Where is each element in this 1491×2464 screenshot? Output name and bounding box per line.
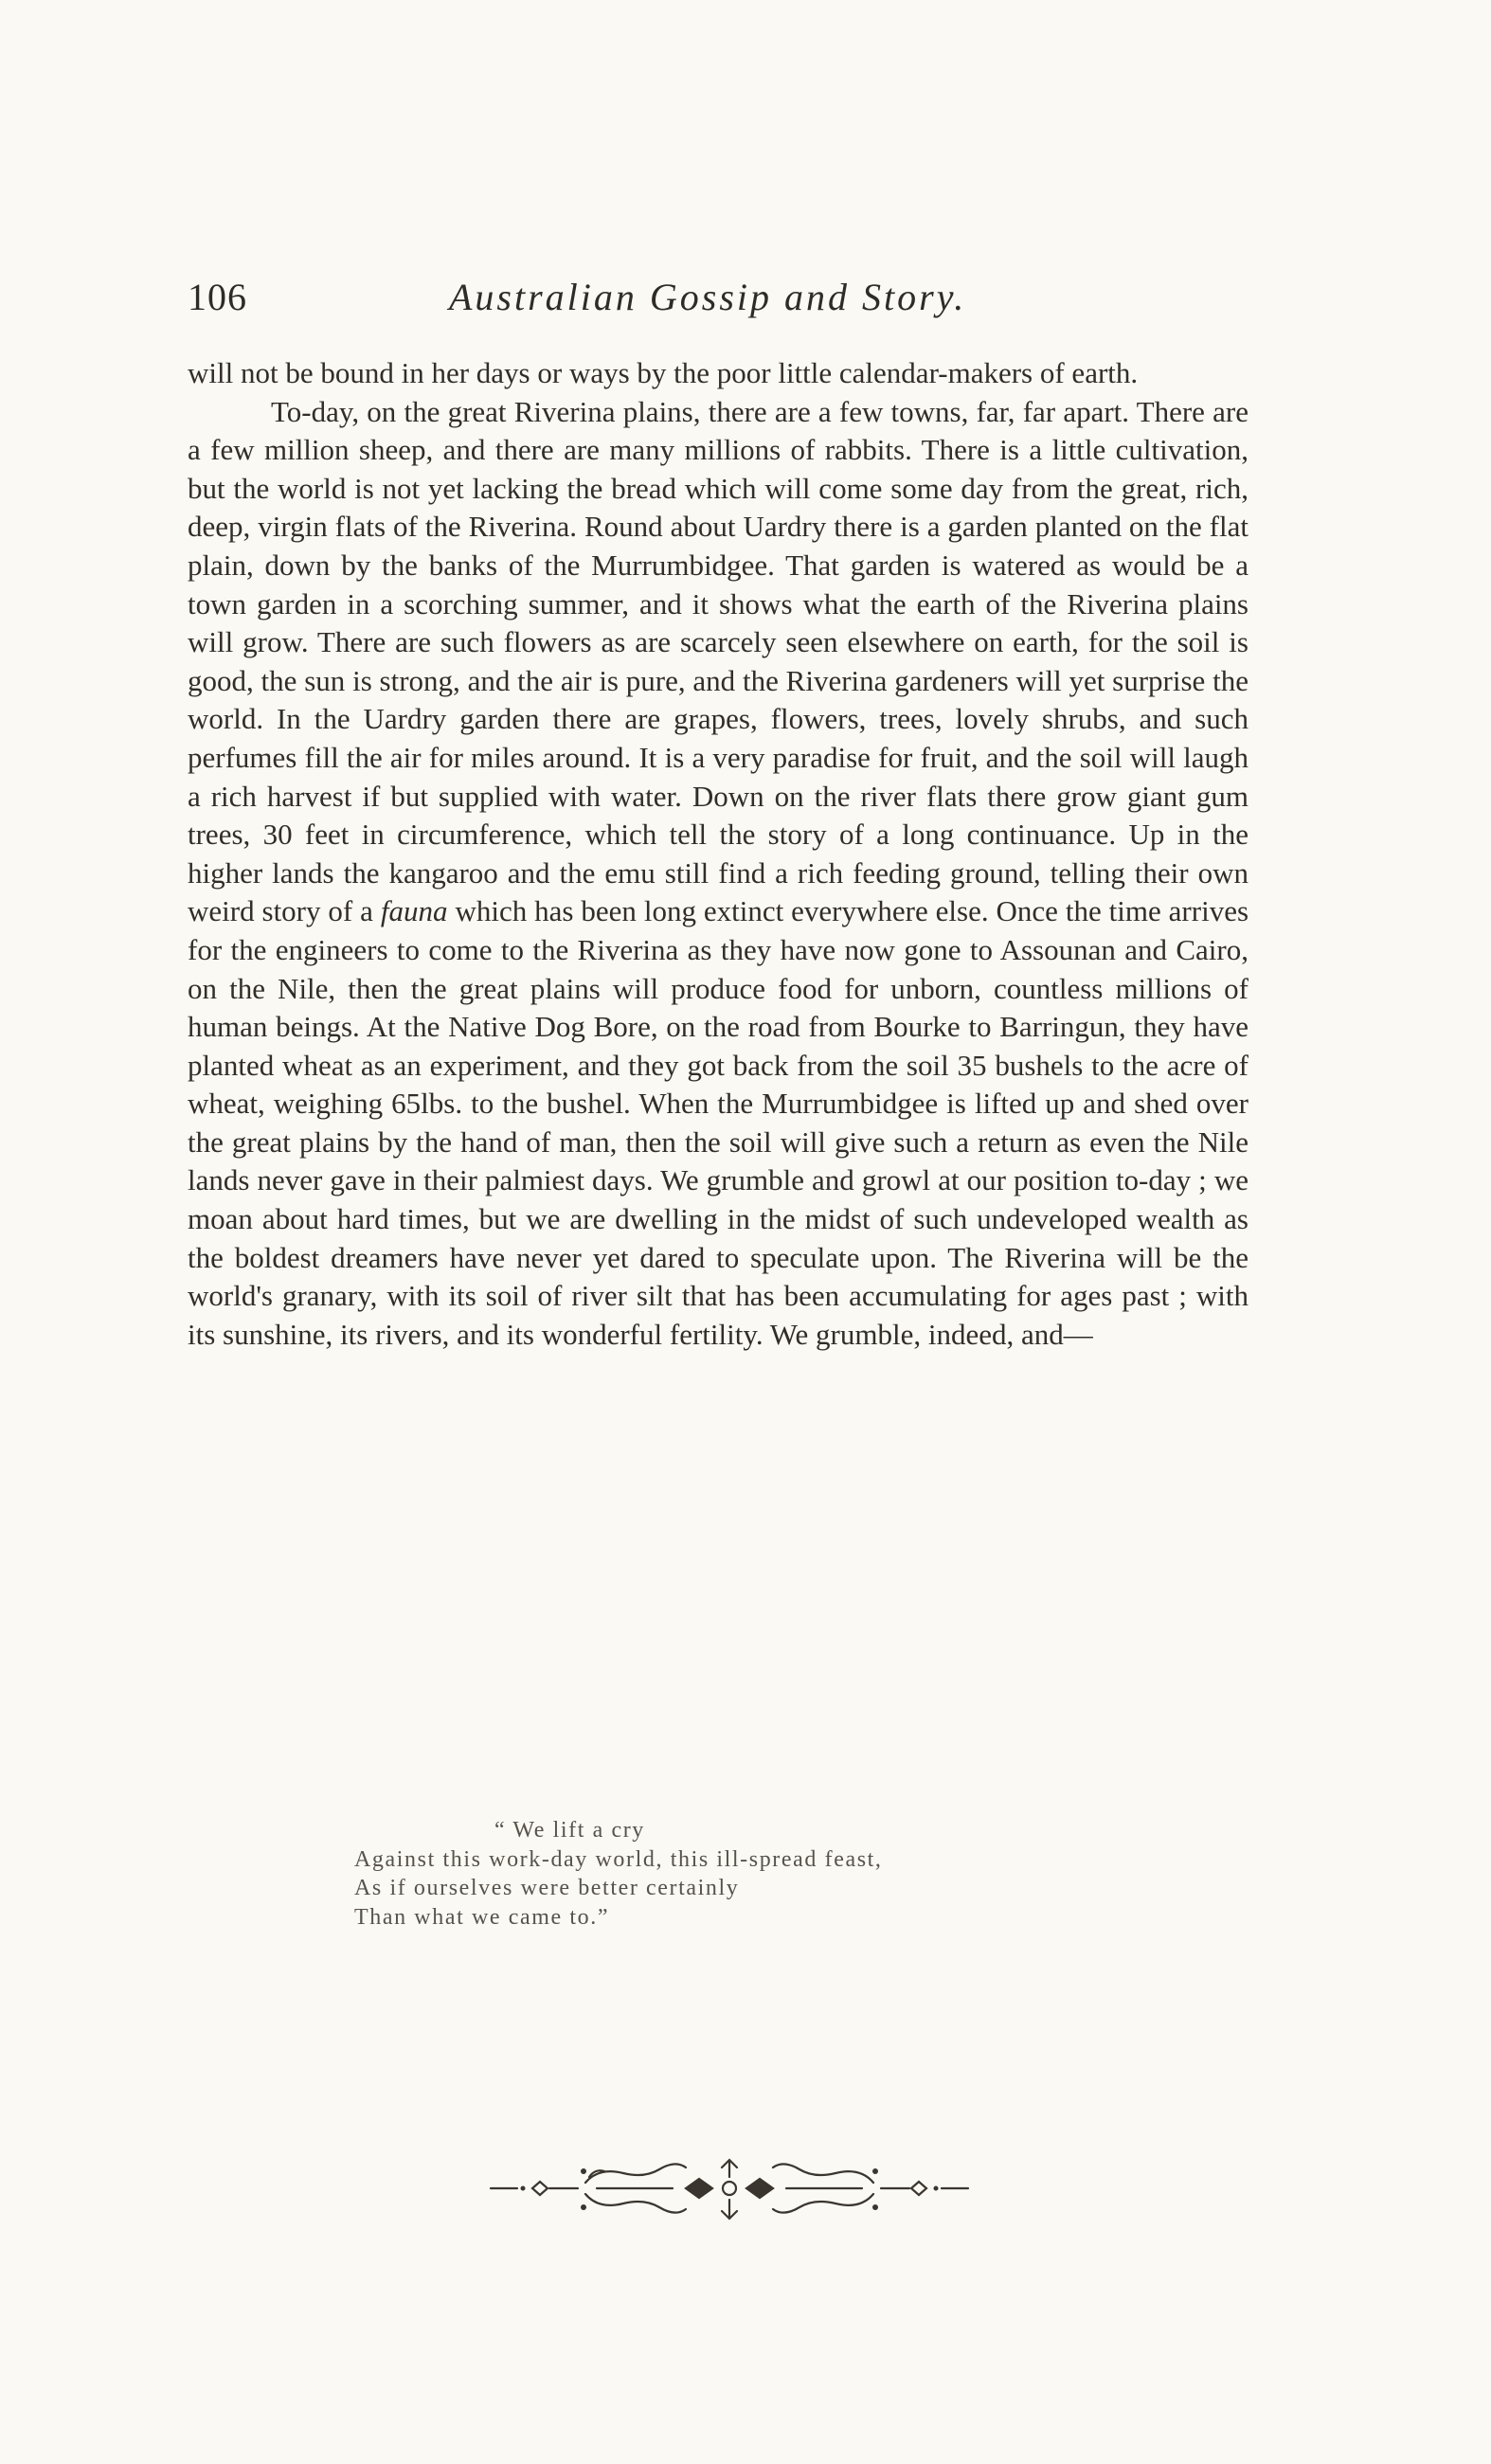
paragraph-riverina — [188, 393, 1248, 1355]
body-text — [188, 354, 1248, 1354]
running-title: Australian Gossip and Story. — [449, 276, 967, 318]
verse-line-2: Against this work-day world, this ill-spread feast, — [354, 1846, 883, 1872]
running-head — [188, 275, 1248, 332]
verse-line-4: Than what we came to.” — [354, 1904, 610, 1930]
paragraph-text-part-2: which has been long extinct everywhere else. Once the time arrives for the engineers to come to the Riverina as they have now gone to Assounan and Cairo, on the Nile, then the great plains will produce food for unborn, countless millions of human beings. At the Native Dog Bore, on the road from Bourke to Barringun, they have planted wheat as an experiment, and they got back from the soil 35 bushels to the acre of wheat, weighing 65lbs. to the bushel. When the Murrumbidgee is lifted up and shed over the great plains by the hand of man, then the soil will give such a return as even the Nile lands never gave in their palmiest days. We grumble and growl at our position to-day ; we moan about hard times, but we are dwelling in the midst of such undeveloped wealth as the boldest dreamers have never yet dared to speculate upon. The Riverina will be the world's granary, with its soil of river silt that has been accumulating for ages past ; with its sunshine, its rivers, and its wonderful fertility. We grumble, indeed, and— — [188, 894, 1249, 1351]
verse-quotation — [354, 1816, 1112, 1932]
paragraph-continuation: will not be bound in her days or ways by the poor little calendar-makers of earth. — [188, 356, 1139, 389]
italic-word-fauna: fauna — [380, 894, 448, 928]
page-number: 106 — [188, 276, 247, 318]
paragraph-text-part-1: To-day, on the great Riverina plains, there are a few towns, far, far apart. There are a few million sheep, and there are many millions of rabbits. There is a little cultivation, but the world is not yet lacking the bread which will come some day from the great, rich, deep, virgin flats of the Riverina. Round about Uardry there is a garden planted on the flat plain, down by the banks of the Murrumbidgee. That garden is watered as would be a town garden in a scorching summer, and it shows what the earth of the Riverina plains will grow. There are such flowers as are scarcely seen elsewhere on earth, for the soil is good, the sun is strong, and the air is pure, and the Riverina gardeners will yet surprise the world. In the Uardry garden there are grapes, flowers, trees, lovely shrubs, and such perfumes fill the air for miles around. It is a very paradise for fruit, and the soil will laugh a rich harvest if but supplied with water. Down on the river flats there grow giant gum trees, 30 feet in circumference, which tell the story of a long continuance. Up in the higher lands the kangaroo and the emu still find a rich feeding ground, telling their own weird story of a — [188, 394, 1248, 928]
decorative-tailpiece-icon — [483, 2145, 976, 2232]
verse-line-1: “ We lift a cry — [494, 1818, 645, 1843]
verse-line-3: As if ourselves were better certainly — [354, 1876, 740, 1900]
